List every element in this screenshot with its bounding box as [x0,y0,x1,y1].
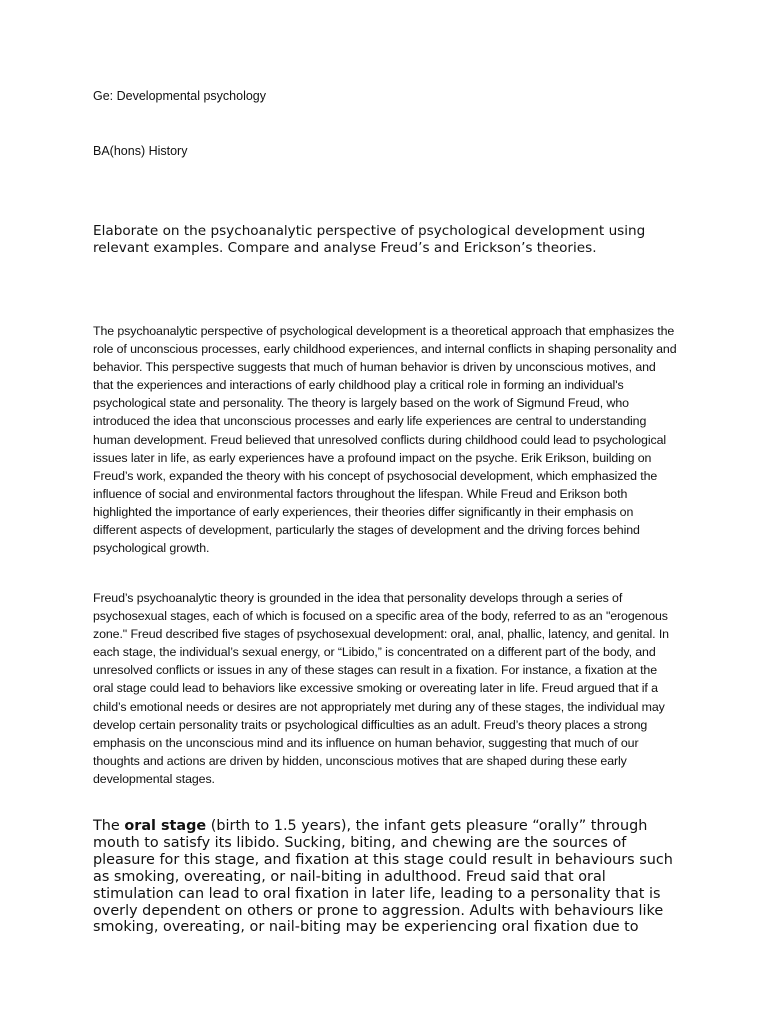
paragraph3-rest: (birth to 1.5 years), the infant gets pleasure “orally” through mouth to satisfy its libido. Sucking, biting, and chewing are the sources of pleasure for this stage, and fixation at this stage could result in behaviours such as smoking, overeating, or nail-biting in adulthood. Freud said that oral stimulation can lead to oral fixation in later life, leading to a personality that is overly dependent on others or prone to aggression. Adults with behaviours like smoking, overeating, or nail-biting may be experiencing oral fixation due to [93,818,673,936]
body-paragraph-3 [93,818,683,936]
paragraph3-lead: The [93,818,125,834]
course-title: Ge: Developmental psychology [93,89,267,103]
essay-question: Elaborate on the psychoanalytic perspective of psychological development using relevant examples. Compare and analyse Freud’s and Erickson’s theories. [93,223,646,256]
body-paragraph-2: Freud’s psychoanalytic theory is grounded in the idea that personality develops through a series of psychosexual stages, each of which is focused on a specific area of the body, referred to as an "erogenous zone." Freud described five stages of psychosexual development: oral, anal, phallic, latency, and genital. In each stage, the individual’s sexual energy, or “Libido,” is concentrated on a different part of the body, and unresolved conflicts or issues in any of these stages can result in a fixation. For instance, a fixation at the oral stage could lead to behaviors like excessive smoking or overeating later in life. Freud argued that if a child’s emotional needs or desires are not appropriately met during any of these stages, the individual may develop certain personality traits or psychological difficulties as an adult. Freud’s theory places a strong emphasis on the unconscious mind and its influence on human behavior, suggesting that much of our thoughts and actions are driven by hidden, unconscious motives that are shaped during these early developmental stages. [93,591,669,786]
oral-stage-term: oral stage [124,818,207,834]
body-paragraph-1: The psychoanalytic perspective of psychological development is a theoretical approach that emphasizes the role of unconscious processes, early childhood experiences, and internal conflicts in shaping personality and behavior. This perspective suggests that much of human behavior is driven by unconscious motives, and that the experiences and interactions of early childhood play a critical role in forming an individual's psychological state and personality. The theory is largely based on the work of Sigmund Freud, who introduced the idea that unconscious processes and early life experiences are central to understanding human development. Freud believed that unresolved conflicts during childhood could lead to psychological issues later in life, as early experiences have a profound impact on the psyche. Erik Erikson, building on Freud’s work, expanded the theory with his concept of psychosocial development, which emphasized the influence of social and environmental factors throughout the lifespan. While Freud and Erikson both highlighted the importance of early experiences, their theories differ significantly in their emphasis on different aspects of development, particularly the stages of development and the driving forces behind psychological growth. [93,324,677,556]
degree-label: BA(hons) History [93,144,188,158]
